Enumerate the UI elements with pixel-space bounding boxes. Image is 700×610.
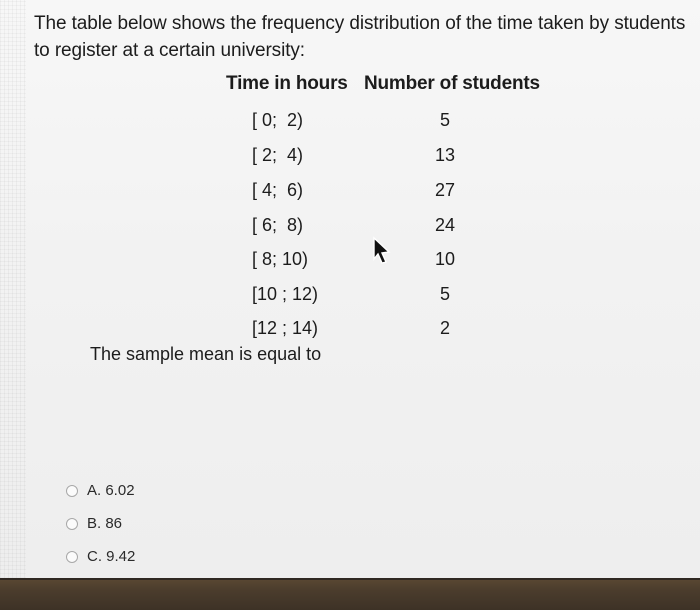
left-grid-pattern xyxy=(0,0,26,578)
table-row-interval: [10 ; 12) xyxy=(252,284,319,304)
screen-bottom-edge xyxy=(0,578,700,610)
table-row-interval: [ 8; 10) xyxy=(252,249,309,269)
time-column-header: Time in hours xyxy=(226,73,348,94)
radio-button-icon[interactable] xyxy=(66,518,78,530)
table-row-count: 2 xyxy=(439,318,450,338)
option-label: B. 86 xyxy=(87,515,123,532)
table-row-interval: [ 4; 6) xyxy=(252,180,304,200)
option-label: C. 9.42 xyxy=(87,548,136,565)
table-row-interval: [12 ; 14) xyxy=(252,318,319,338)
table-row-count: 5 xyxy=(439,284,450,304)
students-column-header: Number of students xyxy=(364,73,540,94)
table-row-count: 27 xyxy=(434,180,456,200)
option-label: A. 6.02 xyxy=(87,482,135,499)
option-c[interactable] xyxy=(66,548,135,565)
screen-divider-line xyxy=(0,578,700,580)
table-row-count: 5 xyxy=(439,110,450,130)
option-b[interactable] xyxy=(66,515,122,532)
table-row-interval: [ 0; 2) xyxy=(252,110,304,130)
radio-button-icon[interactable] xyxy=(66,551,78,563)
table-row-count: 24 xyxy=(434,215,456,235)
option-a[interactable] xyxy=(66,482,135,499)
sample-mean-prompt: The sample mean is equal to xyxy=(90,344,322,364)
radio-button-icon[interactable] xyxy=(66,485,78,497)
table-row-count: 10 xyxy=(434,249,456,269)
table-row-interval: [ 2; 4) xyxy=(252,145,304,165)
mouse-cursor-icon xyxy=(371,235,393,265)
table-row-interval: [ 6; 8) xyxy=(252,215,304,235)
table-row-count: 13 xyxy=(434,145,456,165)
question-text: The table below shows the frequency distribution of the time taken by students to register at a certain university: xyxy=(34,13,686,61)
